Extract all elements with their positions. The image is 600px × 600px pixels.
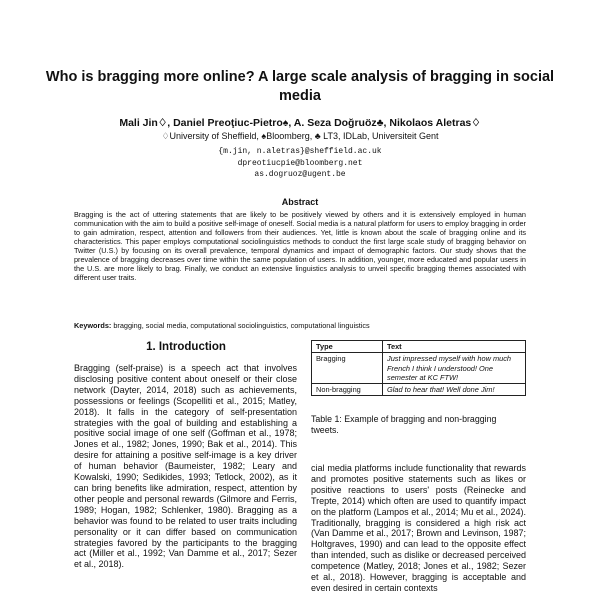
- keywords-text: bragging, social media, computational sociolinguistics, computational linguistics: [113, 321, 370, 330]
- table-row: [312, 353, 526, 384]
- table-cell-type: Bragging: [312, 353, 383, 384]
- affiliations: ♢University of Sheffield, ♠Bloomberg, ♣ LT3, IDLab, Universiteit Gent: [161, 131, 439, 141]
- email-line: {m.jin, n.aletras}@sheffield.ac.uk: [218, 147, 382, 156]
- abstract-text: Bragging is the act of uttering statements that are likely to be positively viewed by others and it is extensively employed in human communication with the aim to build a positive self-image of oneself. Social media is a natural platform for users to employ bragging in order to gain admiration, respect, attention and followers from their audiences. Yet, little is known about the scale of bragging online and its characteristics. This paper employs computational sociolinguistics methods to conduct the first large scale study of bragging behavior on Twitter (U.S.) by focusing on its overall prevalence, temporal dynamics and impact of demographic factors. Our study shows that the prevalence of bragging decreases over time within the same population of users. In addition, younger, more educated and popular users in the U.S. are more likely to brag. Finally, we conduct an extensive linguistics analysis to unveil specific bragging themes associated with different user traits.: [74, 210, 526, 282]
- table-caption: Table 1: Example of bragging and non-bragging tweets.: [311, 414, 497, 435]
- author-emails: [40, 146, 560, 181]
- abstract-heading: Abstract: [281, 197, 319, 207]
- table-cell-type: Non-bragging: [312, 384, 383, 396]
- email-line: dpreotiucpie@bloomberg.net: [237, 158, 363, 168]
- table-header-row: [312, 341, 526, 353]
- table-header-text: Text: [383, 341, 526, 353]
- author-list: Mali Jin♢, Daniel Preoţiuc-Pietro♠, A. Seza Doğruöz♣, Nikolaos Aletras♢: [119, 117, 481, 129]
- section-heading-introduction: 1. Introduction: [146, 341, 226, 353]
- paper-title: Who is bragging more online? A large scale analysis of bragging in social media: [45, 69, 555, 104]
- table-cell-text: Just impressed myself with how much French I think I understood! One semester at KC FTW!: [383, 353, 526, 384]
- keywords-label: Keywords:: [74, 321, 112, 330]
- keywords: [74, 321, 526, 330]
- table-header-type: Type: [312, 341, 383, 353]
- example-table: [311, 340, 526, 396]
- email-line: as.dogruoz@ugent.be: [254, 170, 346, 179]
- body-text-left-column: Bragging (self-praise) is a speech act that involves disclosing positive content about oneself or their close network (Dayter, 2014, 2018) such as achievements, possessions or feelings (Scopelliti et al., 2015; Matley, 2018). It falls in the category of self-presentation strategies with the goal of building and establishing a positive social image of one self (Goffman et al., 1978; Jones et al., 1982; Jones, 1990; Bak et al., 2014). This desire for attaining a positive self-image is a key driver of human behavior (Baumeister, 1982; Leary and Kowalski, 1990; Sedikides, 1993; Tetlock, 2002), as it can bring benefits like admiration, respect, attention by other people and personal rewards (Gilmore and Ferris, 1989; Hogan, 1982; Schlenker, 1980). Bragging as a behavior was found to be related to user traits including personality or it can differ based on communication strategies favored by the participants to the bragging act (Miller et al., 1992; Van Damme et al., 2017; Sezer et al., 2018).: [74, 363, 297, 570]
- table-cell-text: Glad to hear that! Well done Jim!: [383, 384, 526, 396]
- table-row: [312, 384, 526, 396]
- body-text-right-column: cial media platforms include functionality that rewards and promotes positive statements such as likes or positive reactions to users' posts (Reinecke and Trepte, 2014) which often are used to quantify impact on the platform (Lampos et al., 2014; Mu et al., 2024). Traditionally, bragging is considered a high risk act (Van Damme et al., 2017; Brown and Levinson, 1987; Holtgraves, 1990) and can lead to the opposite effect than intended, such as dislike or decreased perceived competence (Matley, 2018; Jones et al., 1982; Sezer et al., 2018). However, bragging is acceptable and even desired in certain contexts: [311, 463, 526, 593]
